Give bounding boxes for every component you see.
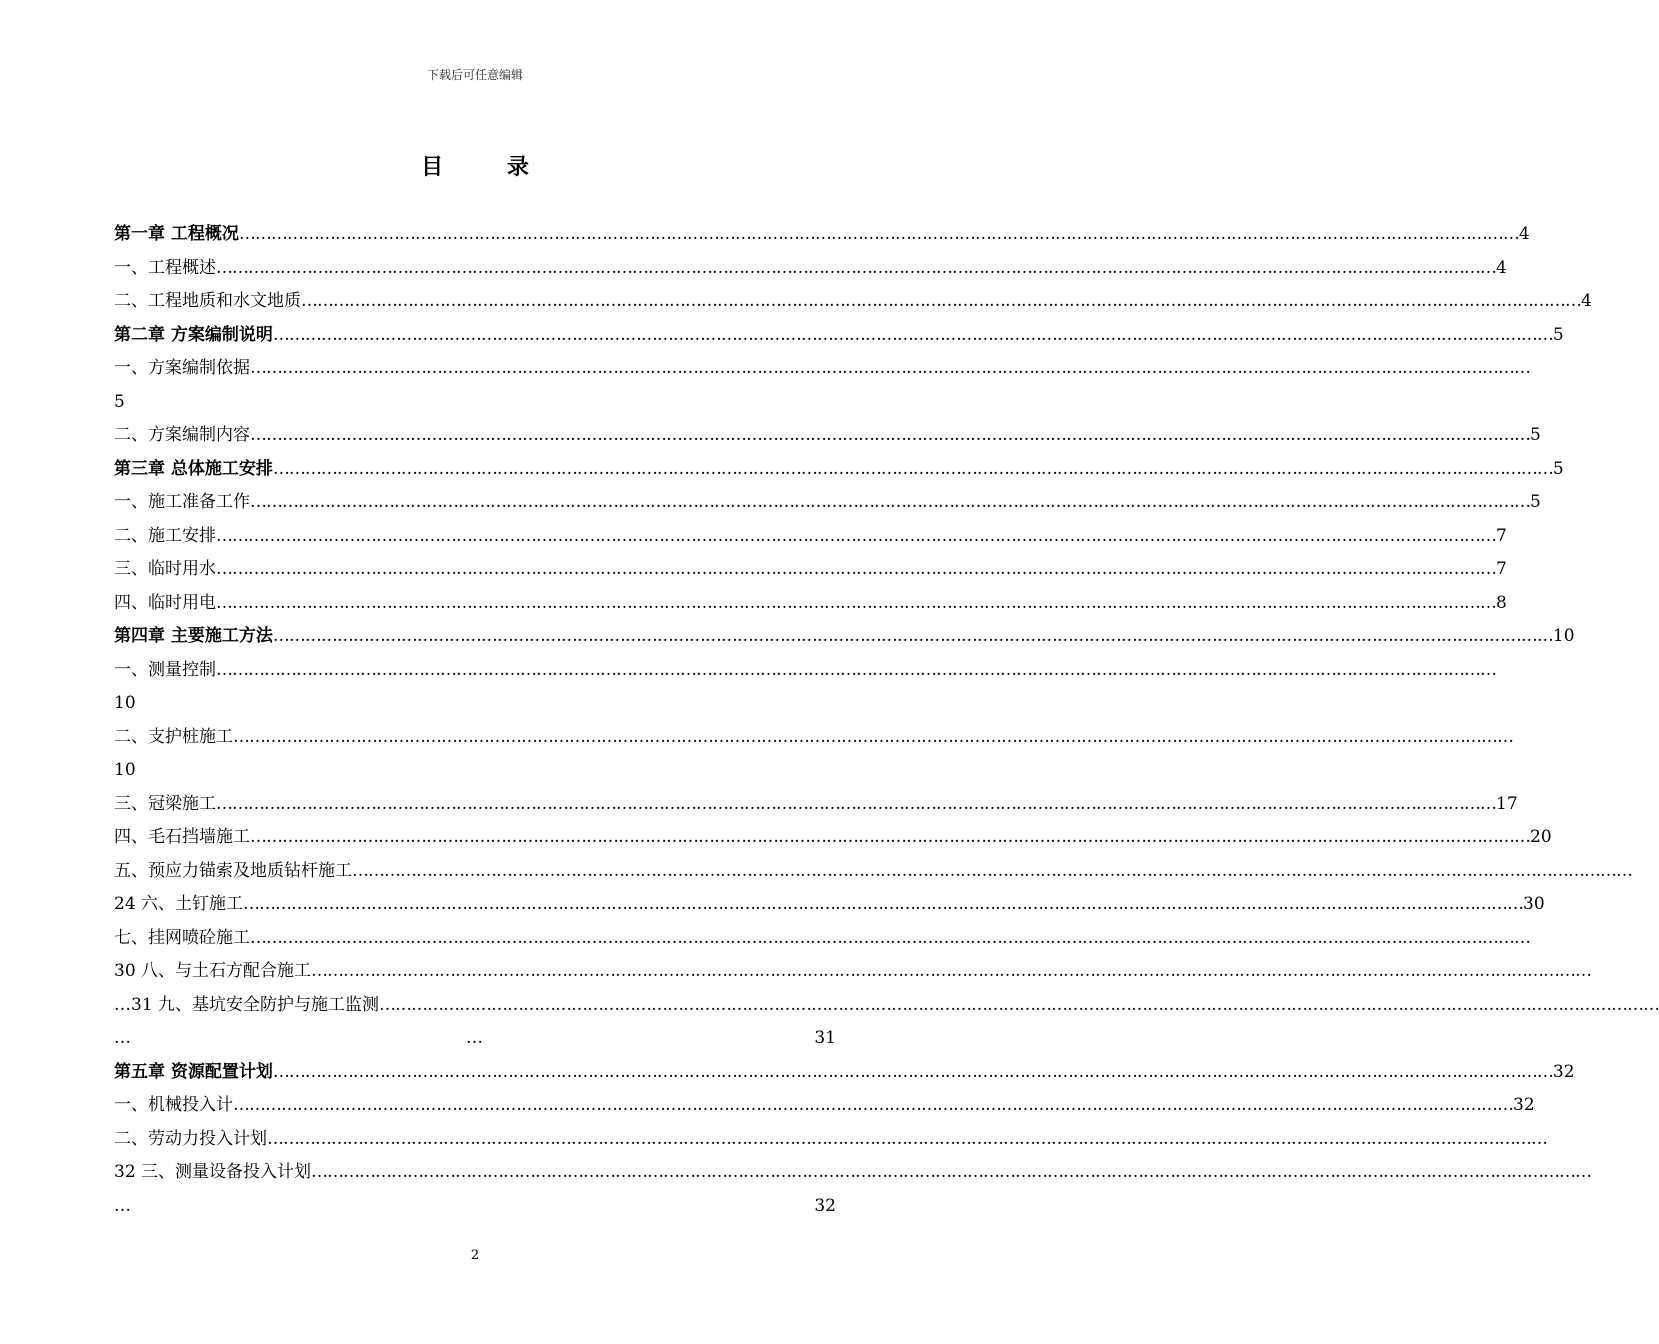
toc-section-entry[interactable] [114, 821, 1552, 855]
toc-entry-title: 三、临时用水 [114, 559, 216, 579]
toc-entry-title: 四、毛石挡墙施工 [114, 827, 250, 847]
toc-page-number: 5 [1552, 458, 1564, 479]
toc-section-entry[interactable] [114, 1089, 1535, 1123]
toc-section-entry[interactable] [114, 788, 1518, 822]
toc-dot-leader: …………………………………………………………………………………………………………………………………………………………………………………………………………………… [379, 994, 1659, 1015]
toc-fragment: 32 [814, 1195, 836, 1216]
toc-dot-leader: …………………………………………………………………………………………………………………………………………………………………………………………………………………… [216, 257, 1496, 278]
toc-entry-title: 第三章 总体施工安排 [114, 458, 273, 479]
toc-section-entry[interactable] [114, 989, 1659, 1023]
toc-section-entry[interactable] [114, 922, 1530, 956]
toc-page-number: 10 [1552, 626, 1575, 646]
toc-dot-leader: …………………………………………………………………………………………………………………………………………………………………………………………………………………… [272, 458, 1553, 479]
toc-entry-title: 二、施工安排 [114, 525, 216, 546]
toc-chapter-entry[interactable] [114, 453, 1564, 487]
toc-entry-title: 一、施工准备工作 [114, 492, 250, 512]
toc-page-number: 20 [1530, 827, 1552, 847]
toc-dot-leader: …………………………………………………………………………………………………………………………………………………………………………………………………………………… [272, 1061, 1553, 1082]
toc-chapter-entry[interactable] [114, 620, 1575, 654]
toc-dot-leader: …………………………………………………………………………………………………………………………………………………………………………………………………………………… [250, 827, 1530, 847]
toc-entry-title: 一、机械投入计 [114, 1095, 233, 1115]
toc-dot-leader: …………………………………………………………………………………………………………………………………………………………………………………………………………………… [267, 1128, 1547, 1149]
toc-section-entry[interactable] [114, 855, 1632, 889]
toc-dot-leader: …………………………………………………………………………………………………………………………………………………………………………………………………………………… [352, 860, 1632, 881]
toc-dot-leader: …………………………………………………………………………………………………………………………………………………………………………………………………………………… [216, 793, 1496, 814]
toc-dot-leader: …………………………………………………………………………………………………………………………………………………………………………………………………………………… [250, 425, 1530, 445]
toc-section-entry[interactable] [114, 252, 1507, 286]
toc-dot-leader: …………………………………………………………………………………………………………………………………………………………………………………………………………………… [301, 291, 1581, 311]
toc-section-entry[interactable] [114, 1156, 1592, 1190]
toc-entry-title: 五、预应力锚索及地质钻杆施工 [114, 860, 352, 881]
toc-continued-page: 10 [114, 693, 136, 713]
toc-fragment [466, 1190, 814, 1224]
toc-page-number: 7 [1496, 559, 1507, 579]
toc-section-entry[interactable] [114, 520, 1507, 554]
toc-section-entry[interactable] [114, 553, 1507, 587]
toc-page-number: 5 [1530, 425, 1541, 445]
toc-dot-leader: …………………………………………………………………………………………………………………………………………………………………………………………………………………… [233, 726, 1513, 747]
toc-page-number: 32 [1513, 1095, 1535, 1115]
toc-section-entry[interactable] [114, 888, 1545, 922]
toc-entry-title: 二、工程地质和水文地质 [114, 291, 301, 311]
toc-page-number: 17 [1496, 793, 1518, 814]
toc-page-number: 4 [1518, 224, 1530, 244]
toc-entry-title: 三、冠梁施工 [114, 793, 216, 814]
page-number: 2 [470, 1248, 480, 1263]
toc-entry-title: …31 九、基坑安全防护与施工监测 [114, 994, 380, 1015]
toc-entry-title: 七、挂网喷砼施工 [114, 927, 250, 948]
toc-fragment: … [114, 1195, 131, 1216]
toc-section-entry[interactable] [114, 285, 1592, 319]
toc-section-entry[interactable] [114, 587, 1507, 621]
toc-dot-leader: …………………………………………………………………………………………………………………………………………………………………………………………………………………… [250, 492, 1530, 512]
toc-continued-line [114, 1190, 836, 1224]
toc-continued-page: 10 [114, 760, 136, 780]
toc-page-number: 5 [1530, 492, 1541, 512]
table-of-contents [114, 218, 1659, 1223]
toc-continued-page: 5 [114, 391, 125, 412]
toc-entry-title: 第一章 工程概况 [114, 224, 239, 244]
toc-section-entry[interactable] [114, 352, 1530, 386]
toc-entry-title: 30 八、与土石方配合施工 [114, 961, 312, 981]
toc-chapter-entry[interactable] [114, 1056, 1575, 1090]
toc-title: 目 录 [421, 154, 557, 180]
page-header: 下载后可任意编辑 [426, 68, 523, 82]
toc-entry-title: 一、工程概述 [114, 257, 216, 278]
toc-dot-leader: …………………………………………………………………………………………………………………………………………………………………………………………………………………… [216, 525, 1496, 546]
toc-entry-title: 32 三、测量设备投入计划 [114, 1162, 312, 1182]
toc-chapter-entry[interactable] [114, 319, 1564, 353]
toc-dot-leader: …………………………………………………………………………………………………………………………………………………………………………………………………………………… [238, 224, 1519, 244]
toc-dot-leader: …………………………………………………………………………………………………………………………………………………………………………………………………………………… [272, 324, 1553, 345]
toc-section-entry[interactable] [114, 721, 1513, 755]
toc-entry-title: 一、测量控制 [114, 659, 216, 680]
toc-dot-leader: …………………………………………………………………………………………………………………………………………………………………………………………………………………… [216, 559, 1496, 579]
toc-section-entry[interactable] [114, 955, 1592, 989]
toc-section-entry[interactable] [114, 486, 1541, 520]
toc-dot-leader: …………………………………………………………………………………………………………………………………………………………………………………………………………………… [243, 894, 1524, 914]
toc-chapter-entry[interactable] [114, 218, 1530, 252]
toc-dot-leader: …………………………………………………………………………………………………………………………………………………………………………………………………………………… [311, 961, 1592, 981]
toc-page-number: 4 [1496, 257, 1507, 278]
toc-continued-line [114, 1022, 836, 1056]
toc-page-number: 4 [1581, 291, 1592, 311]
toc-section-entry[interactable] [114, 1123, 1547, 1157]
toc-fragment: … [466, 1028, 483, 1048]
toc-dot-leader: …………………………………………………………………………………………………………………………………………………………………………………………………………………… [272, 626, 1553, 646]
toc-page-number: 7 [1496, 525, 1507, 546]
toc-dot-leader: …………………………………………………………………………………………………………………………………………………………………………………………………………………… [216, 592, 1496, 613]
toc-dot-leader: …………………………………………………………………………………………………………………………………………………………………………………………………………………… [250, 358, 1530, 378]
toc-dot-leader: …………………………………………………………………………………………………………………………………………………………………………………………………………………… [250, 927, 1530, 948]
toc-page-number: 30 [1523, 894, 1545, 914]
toc-entry-title: 二、劳动力投入计划 [114, 1128, 267, 1149]
toc-dot-leader: …………………………………………………………………………………………………………………………………………………………………………………………………………………… [311, 1162, 1592, 1182]
toc-entry-title: 第二章 方案编制说明 [114, 324, 273, 345]
toc-entry-title: 第五章 资源配置计划 [114, 1061, 273, 1082]
toc-section-entry[interactable] [114, 419, 1541, 453]
toc-entry-title: 一、方案编制依据 [114, 358, 250, 378]
toc-page-number: 5 [1552, 324, 1564, 345]
toc-fragment: 31 [814, 1028, 836, 1048]
toc-entry-title: 二、支护桩施工 [114, 726, 233, 747]
toc-entry-title: 四、临时用电 [114, 592, 216, 613]
toc-entry-title: 24 六、土钉施工 [114, 894, 244, 914]
toc-dot-leader: …………………………………………………………………………………………………………………………………………………………………………………………………………………… [233, 1095, 1513, 1115]
toc-entry-title: 第四章 主要施工方法 [114, 626, 273, 646]
toc-fragment: … [114, 1028, 131, 1048]
toc-page-number: 32 [1552, 1061, 1575, 1082]
toc-page-number: 8 [1496, 592, 1507, 613]
toc-entry-title: 二、方案编制内容 [114, 425, 250, 445]
toc-dot-leader: …………………………………………………………………………………………………………………………………………………………………………………………………………………… [216, 659, 1496, 680]
toc-section-entry[interactable] [114, 654, 1496, 688]
